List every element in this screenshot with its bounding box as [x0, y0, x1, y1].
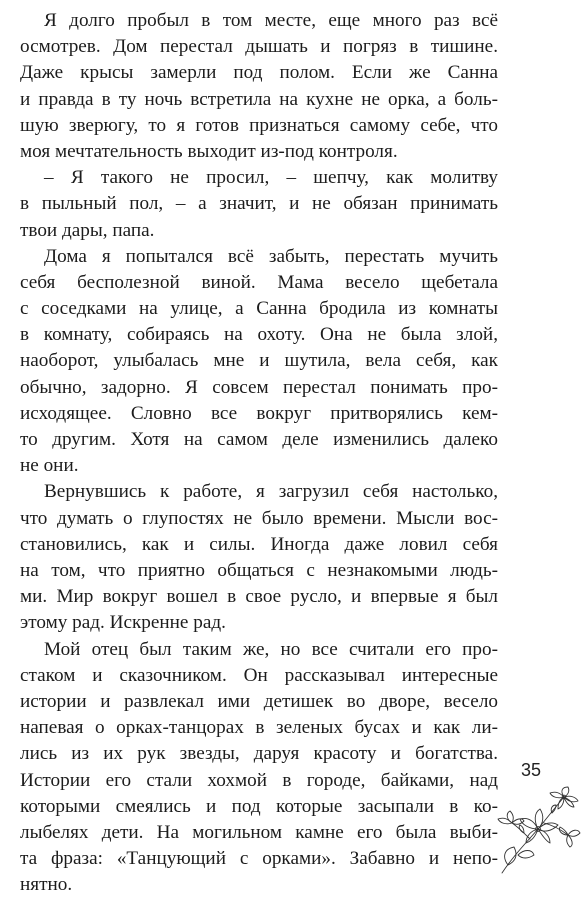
text-line: в комнату, собираясь на охоту. Она не была злой,: [20, 324, 498, 346]
text-line: Я долго пробыл в том месте, еще много раз всё: [44, 10, 498, 31]
text-line: становились, как и силы. Иногда даже ловил себя: [20, 533, 498, 555]
paragraph: [20, 479, 498, 636]
page-number: 35: [521, 760, 542, 780]
text-line: себя бесполезной виной. Мама весело щебетала: [20, 271, 498, 293]
text-line: лись из их рук звезды, даруя красоту и богатства.: [20, 743, 498, 765]
text-line: твои дары, папа.: [20, 219, 155, 241]
text-line: ми. Мир вокруг вошел в свое русло, и впервые я был: [20, 586, 498, 608]
text-line: и правда в ту ночь встретила на кухне не орка, а боль-: [20, 88, 498, 110]
text-line: на том, что приятно общаться с незнакомыми людь-: [20, 559, 498, 581]
paragraph: [20, 637, 498, 898]
paragraph: [20, 165, 498, 244]
text-line: осмотрев. Дом перестал дышать и погряз в тишине.: [20, 36, 498, 58]
text-line: та фраза: «Танцующий с орками». Забавно и непо-: [20, 848, 498, 870]
text-line: наоборот, улыбалась мне и шутила, вела себя, как: [20, 350, 498, 372]
text-line: обычно, задорно. Я совсем перестал понимать про-: [20, 376, 498, 398]
text-line: напевая о орках-танцорах в зеленых бусах и как ли-: [20, 717, 498, 739]
text-line: Вернувшись к работе, я загрузил себя настолько,: [44, 481, 498, 503]
page-text: [20, 8, 498, 898]
text-line: Истории его стали хохмой в городе, байками, над: [20, 769, 498, 791]
text-line: моя мечтательность выходит из-под контроля.: [20, 140, 398, 162]
text-line: Мой отец был таким же, но все считали его про-: [44, 638, 498, 660]
text-line: Дома я попытался всё забыть, перестать мучить: [44, 245, 498, 267]
text-line: истории и развлекал ими детишек во дворе, весело: [20, 690, 498, 712]
text-line: исходящее. Словно все вокруг притворялись кем-: [20, 402, 498, 424]
text-line: с соседками на улице, а Санна бродила из комнаты: [20, 298, 498, 320]
text-line: лыбелях дети. На могильном камне его была выби-: [20, 821, 498, 843]
text-line: – Я такого не просил, – шепчу, как молитву: [44, 167, 498, 189]
text-line: нятно.: [20, 874, 73, 896]
text-line: этому рад. Искренне рад.: [20, 612, 226, 634]
text-line: Даже крысы замерли под полом. Если же Санна: [20, 62, 498, 84]
orchid-flower-icon: [494, 785, 582, 875]
paragraph: [20, 8, 498, 165]
text-line: что думать о глупостях не было времени. Мысли вос-: [20, 507, 498, 529]
text-line: в пыльный пол, – а значит, и не обязан принимать: [20, 193, 498, 215]
text-line: не они.: [20, 455, 79, 477]
text-line: которыми смеялись и под которые засыпали в ко-: [20, 795, 498, 817]
text-line: то другим. Хотя на самом деле изменились далеко: [20, 429, 498, 451]
text-line: шую зверюгу, то я готов признаться самому себе, что: [20, 114, 498, 136]
text-line: стаком и сказочником. Он рассказывал интересные: [20, 664, 498, 686]
paragraph: [20, 244, 498, 480]
